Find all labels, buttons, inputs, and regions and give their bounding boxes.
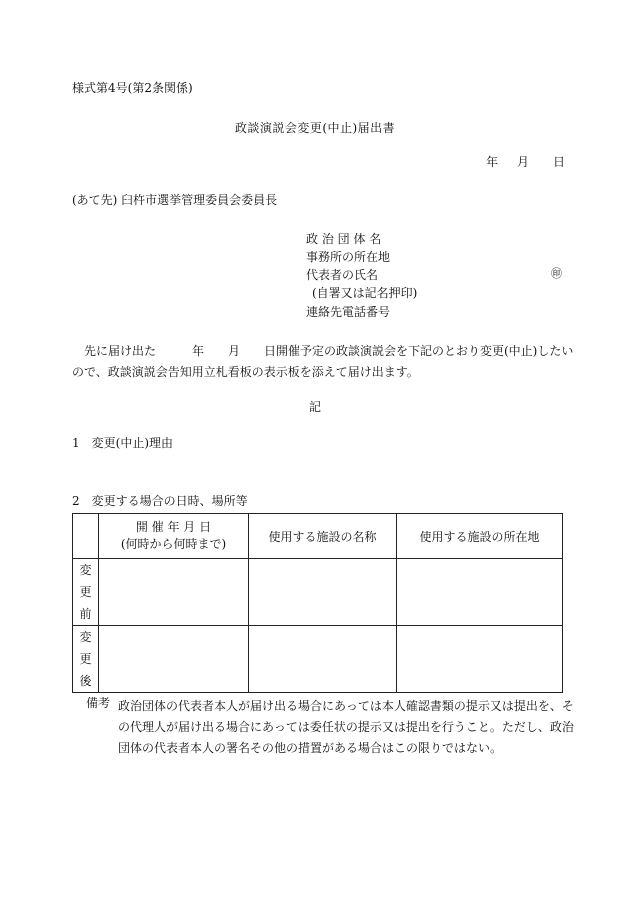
remarks-line-2: の代理人が届け出る場合にあっては委任状の提示又は提出を行うこと。ただし、政治: [118, 720, 574, 734]
addressee: (あて先) 臼杵市選挙管理委員会委員長: [72, 193, 278, 207]
remarks-line-1: 政治団体の代表者本人が届け出る場合にあっては本人確認書類の提示又は提出を、そ: [118, 699, 574, 713]
date-year: 年: [486, 155, 499, 169]
header-date: [99, 514, 249, 559]
after-facility-name-cell[interactable]: [249, 626, 397, 693]
schedule-table: [72, 513, 563, 693]
row-label-char: 変: [79, 630, 92, 644]
table-row: [73, 559, 563, 626]
remarks-label: 備考: [86, 696, 111, 710]
body-paragraph: [72, 341, 574, 383]
before-facility-name-cell[interactable]: [249, 559, 397, 626]
header-date-line1: 開 催 年 月 日: [135, 520, 212, 534]
political-group-name-label: 政 治 団 体 名: [306, 232, 382, 246]
row-label-after: [73, 626, 99, 693]
phone-label: 連絡先電話番号: [306, 305, 391, 319]
header-facility-location: 使用する施設の所在地: [397, 514, 563, 559]
table-row: [73, 626, 563, 693]
row-label-char: 前: [79, 607, 92, 621]
header-date-line2: (何時から何時まで): [120, 537, 227, 551]
office-address-label: 事務所の所在地: [306, 250, 391, 264]
row-label-char: 後: [79, 674, 92, 688]
header-facility-name: 使用する施設の名称: [249, 514, 397, 559]
date-month: 月: [517, 155, 530, 169]
item-1-reason: 1 変更(中止)理由: [72, 436, 173, 450]
before-facility-location-cell[interactable]: [397, 559, 563, 626]
body-line-2: ので、政談演説会告知用立札看板の表示板を添えて届け出ます。: [72, 365, 419, 379]
row-label-before: [73, 559, 99, 626]
after-date-cell[interactable]: [99, 626, 249, 693]
ki-heading: 記: [308, 400, 321, 414]
remarks-text: [118, 696, 574, 759]
table-header-row: [73, 514, 563, 559]
seal-mark: ㊞: [551, 267, 562, 280]
item-2-datetime-place: 2 変更する場合の日時、場所等: [72, 494, 248, 508]
row-label-char: 更: [79, 652, 92, 666]
representative-name-label: 代表者の氏名: [306, 268, 379, 282]
before-date-cell[interactable]: [99, 559, 249, 626]
body-line-1: 先に届け出た 年 月 日開催予定の政談演説会を下記のとおり変更(中止)したい: [84, 344, 574, 358]
date-day: 日: [553, 155, 566, 169]
signature-note: (自署又は記名押印): [312, 286, 418, 300]
after-facility-location-cell[interactable]: [397, 626, 563, 693]
form-number: 様式第4号(第2条関係): [72, 81, 193, 95]
table-corner-cell: [73, 514, 99, 559]
remarks-line-3: 団体の代表者本人の署名その他の措置がある場合はこの限りではない。: [118, 741, 503, 755]
row-label-char: 変: [79, 563, 92, 577]
row-label-char: 更: [79, 585, 92, 599]
document-title: 政談演説会変更(中止)届出書: [234, 121, 396, 135]
